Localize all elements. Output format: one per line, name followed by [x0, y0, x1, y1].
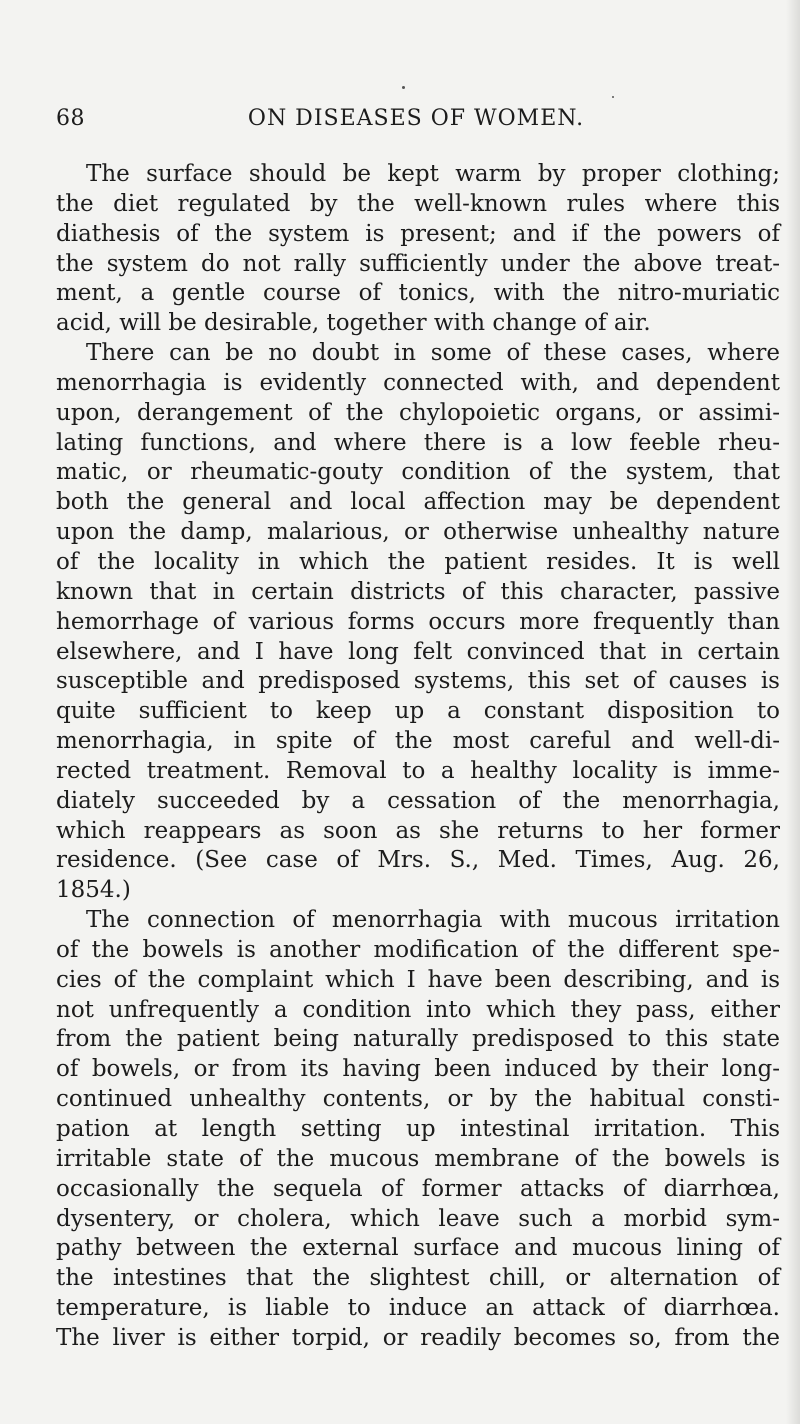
text-line: the diet regulated by the well-known rules where this	[56, 190, 780, 217]
text-line: of the bowels is another modification of the different spe-	[56, 936, 780, 963]
text-line: diathesis of the system is present; and if the powers of	[56, 220, 780, 247]
text-line: occasionally the sequela of former attacks of diarrhœa,	[56, 1175, 780, 1202]
text-line: 1854.)	[56, 877, 131, 904]
page-edge-shadow	[786, 0, 800, 1424]
text-line: lating functions, and where there is a low feeble rheu-	[56, 429, 780, 456]
text-line: of bowels, or from its having been induced by their long-	[56, 1056, 780, 1083]
text-line: the intestines that the slightest chill, or alternation of	[56, 1265, 780, 1292]
text-line: known that in certain districts of this character, passive	[56, 578, 780, 605]
text-line: upon, derangement of the chylopoietic organs, or assimi-	[56, 399, 780, 426]
text-line: continued unhealthy contents, or by the habitual consti-	[56, 1086, 780, 1113]
print-speck	[612, 96, 614, 98]
text-line: residence. (See case of Mrs. S., Med. Times, Aug. 26,	[56, 847, 780, 874]
body-text	[56, 160, 780, 1354]
text-line: There can be no doubt in some of these cases, where	[86, 340, 780, 367]
running-title: ON DISEASES OF WOMEN.	[247, 106, 585, 131]
text-line: both the general and local affection may be dependent	[56, 489, 780, 516]
text-line: elsewhere, and I have long felt convinced that in certain	[56, 638, 780, 665]
text-line: rected treatment. Removal to a healthy locality is imme-	[56, 757, 780, 784]
text-line: susceptible and predisposed systems, this set of causes is	[56, 668, 780, 695]
text-line: matic, or rheumatic-gouty condition of the system, that	[56, 459, 780, 486]
text-line: pation at length setting up intestinal irritation. This	[56, 1116, 780, 1142]
print-speck	[402, 86, 405, 89]
text-line: quite sufficient to keep up a constant disposition to	[56, 698, 780, 725]
text-line: not unfrequently a condition into which they pass, either	[56, 996, 780, 1023]
text-line: which reappears as soon as she returns to her former	[56, 817, 780, 844]
text-line: The connection of menorrhagia with mucous irritation	[86, 907, 780, 934]
text-line: The liver is either torpid, or readily becomes so, from the	[56, 1324, 780, 1351]
text-line: from the patient being naturally predisposed to this state	[56, 1026, 780, 1053]
text-line: dysentery, or cholera, which leave such a morbid sym-	[56, 1205, 780, 1232]
text-line: upon the damp, malarious, or otherwise unhealthy nature	[56, 519, 780, 546]
page-header	[56, 106, 776, 136]
text-line: the system do not rally sufficiently under the above treat-	[56, 250, 780, 277]
text-line: hemorrhage of various forms occurs more frequently than	[56, 608, 780, 635]
text-line: cies of the complaint which I have been describing, and is	[56, 966, 780, 993]
text-line: irritable state of the mucous membrane of the bowels is	[56, 1145, 780, 1172]
text-line: acid, will be desirable, together with change of air.	[56, 310, 651, 337]
page-number: 68	[56, 106, 85, 131]
text-line: ment, a gentle course of tonics, with the nitro-muriatic	[56, 280, 780, 307]
text-line: pathy between the external surface and mucous lining of	[56, 1235, 780, 1262]
text-line: menorrhagia is evidently connected with, and dependent	[56, 369, 780, 396]
text-line: menorrhagia, in spite of the most careful and well-di-	[56, 728, 780, 755]
text-line: temperature, is liable to induce an attack of diarrhœa.	[56, 1295, 780, 1322]
text-line: diately succeeded by a cessation of the menorrhagia,	[56, 787, 780, 814]
text-line: The surface should be kept warm by proper clothing;	[86, 161, 780, 187]
text-line: of the locality in which the patient resides. It is well	[56, 548, 780, 575]
